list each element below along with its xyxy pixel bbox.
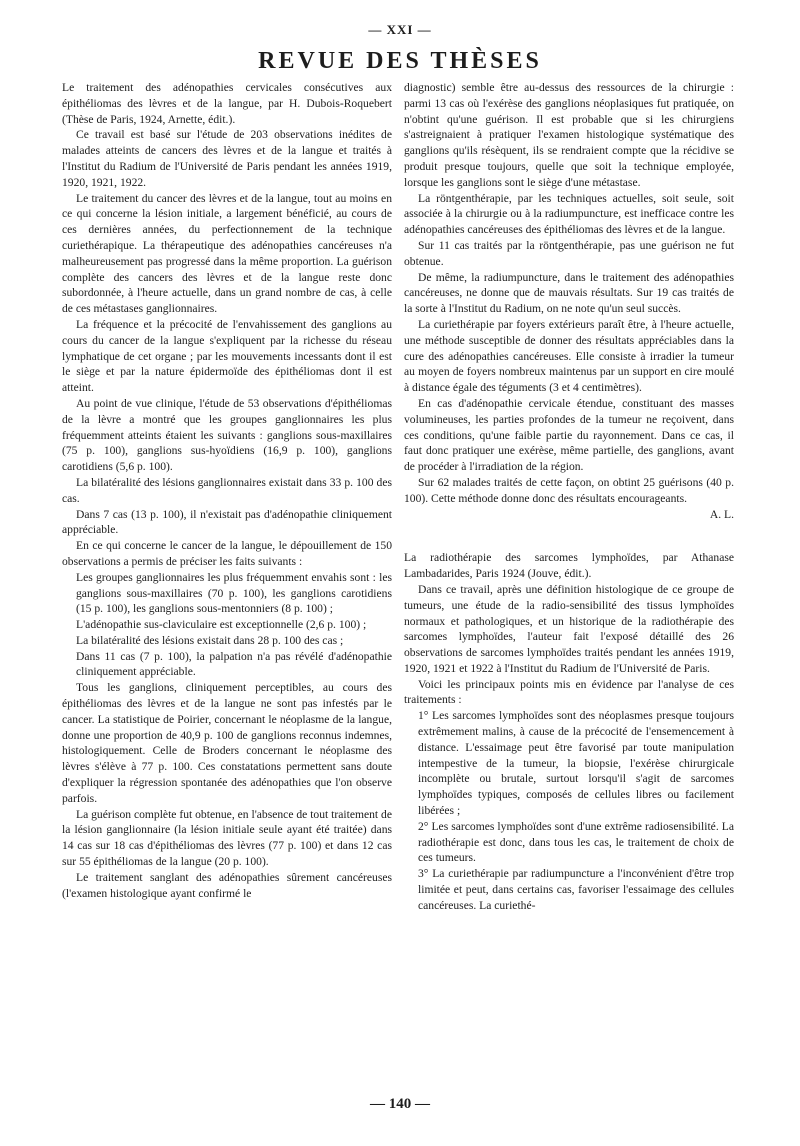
paragraph: La röntgenthérapie, par les techniques actuelles, soit seule, soit associée à la chirurgie ou à la radiumpuncture, est inefficace contre les adénopathies cancéreuses des épithéliomas des lèvres et de la langue. <box>404 191 734 237</box>
paragraph: 3° La curiethérapie par radiumpuncture a l'inconvénient d'être trop limitée et peut, dans certains cas, favoriser l'essaimage des cellules cancéreuses. La curiethé- <box>418 867 734 912</box>
paragraph: Dans 7 cas (13 p. 100), il n'existait pas d'adénopathie cliniquement appréciable. <box>62 507 392 537</box>
paragraph: Le traitement du cancer des lèvres et de la langue, tout au moins en ce qui concerne la lésion initiale, a largement bénéficié, au cours de ces dernières années, du perfectionnement de la technique curiethérapique. La thérapeutique des adénopathies cancéreuses n'a malheureusement pas progressé dans la même proportion. La guérison complète des cancers des lèvres et de la langue reste donc subordonnée, à l'heure actuelle, dans un grand nombre de cas, à celle de ces métastases ganglionnaires. <box>62 191 392 316</box>
article-heading: Le traitement des adénopathies cervicales consécutives aux épithéliomas des lèvres et de la langue, par H. Dubois-Roquebert (Thèse de Paris, 1924, Arnette, édit.). <box>62 81 392 126</box>
paragraph: Au point de vue clinique, l'étude de 53 observations d'épithéliomas de la lèvre a montré que les groupes ganglionnaires les plus fréquemment atteints étaient les suivants : ganglions sous-maxillaires (75 p. 100), ganglions sus-hyoïdiens (16,9 p. 100), ganglions carotidiens (5,6 p. 100). <box>62 396 392 474</box>
paragraph: Sur 11 cas traités par la röntgenthérapie, pas une guérison ne fut obtenue. <box>404 238 734 268</box>
paragraph: La bilatéralité des lésions ganglionnaires existait dans 33 p. 100 des cas. <box>62 475 392 505</box>
paragraph: Sur 62 malades traités de cette façon, on obtint 25 guérisons (40 p. 100). Cette méthode donne donc des résultats encourageants. <box>404 475 734 505</box>
page-title: REVUE DES THÈSES <box>258 48 542 74</box>
paragraph: Tous les ganglions, cliniquement perceptibles, au cours des épithéliomas des lèvres et de la langue ne sont pas infestés par le cancer. La statistique de Poirier, concernant le néoplasme de la langue, donne une proportion de 40,9 p. 100 de ganglions reconnus indemnes, histologiquement. Celle de Broders concernant le néoplasme des lèvres s'élève à 77 p. 100. Ces constatations permettent sans doute d'expliquer la régression spontanée des adénopathies que l'on observe parfois. <box>62 681 392 805</box>
paragraph: Voici les principaux points mis en évidence par l'analyse de ces traitements : <box>404 677 734 707</box>
paragraph: La fréquence et la précocité de l'envahissement des ganglions au cours du cancer de la langue s'expliquent par la richesse du réseau lymphatique de cet organe ; par les mouvements incessants dont il est le siège et par la nature épidermoïde des épithéliomas dont il est atteint. <box>62 317 392 395</box>
article-heading: La radiothérapie des sarcomes lymphoïdes, par Athanase Lambadarides, Paris 1924 (Jouve, édit.). <box>404 551 734 581</box>
article-heading: diagnostic) semble être au-dessus des ressources de la chirurgie : parmi 13 cas où l'exérèse des ganglions néoplasiques fut pratiquée, on n'obtint qu'une guérison. Il est probable que si les chirurgiens s'astreignaient à pratiquer l'examen histologique systématique des ganglions qu'ils résèquent, ils se rendraient compte que la récidive se produit presque toujours, quelle que soit la technique employée, lorsque les ganglions sont le siège d'une métastase. <box>404 81 734 189</box>
section-gap <box>404 522 734 550</box>
paragraph: En ce qui concerne le cancer de la langue, le dépouillement de 150 observations a permis de préciser les faits suivants : <box>62 539 392 568</box>
paragraph: La curiethérapie par foyers extérieurs paraît être, à l'heure actuelle, une méthode susceptible de donner des résultats appréciables dans la cure des adénopathies cancéreuses. Elle consiste à irradier la tumeur au moyen de foyers nombreux maintenus par un support en cire moulé à distance égale des téguments (3 et 4 centimètres). <box>404 317 734 395</box>
right-column <box>404 80 734 914</box>
paragraph: Ce travail est basé sur l'étude de 203 observations inédites de malades atteints de cancers des lèvres et de la langue et traités à l'Institut du Radium de l'Université de Paris pendant les années 1919, 1920, 1921, 1922. <box>62 128 392 189</box>
folio-header: — XXI — <box>368 22 432 37</box>
paragraph: La guérison complète fut obtenue, en l'absence de tout traitement de la lésion ganglionnaire (la lésion initiale seule ayant été traitée) dans 14 cas sur 18 cas d'épithéliomas des lèvres (77 p. 100) et dans 12 cas sur 55 épithéliomas de la langue (20 p. 100). <box>62 807 392 869</box>
paragraph: En cas d'adénopathie cervicale étendue, constituant des masses volumineuses, les parties profondes de la tumeur ne reçoivent, dans ces conditions, qu'une faible partie du rayonnement. Dans ce cas, il faut donc pratiquer une exérèse, même partielle, des ganglions, avant de procéder à l'irradiation de la région. <box>404 396 734 474</box>
paragraph: De même, la radiumpuncture, dans le traitement des adénopathies cancéreuses, ne donne que de mauvais résultats. Sur 19 cas traités de la sorte à l'Institut du Radium, on ne note qu'un seul succès. <box>404 270 734 316</box>
signature: A. L. <box>709 507 734 521</box>
paragraph: La bilatéralité des lésions existait dans 28 p. 100 des cas ; <box>76 633 344 647</box>
paragraph: Dans 11 cas (7 p. 100), la palpation n'a pas révélé d'adénopathie cliniquement appréciable. <box>76 649 392 679</box>
page-number: — 140 — <box>370 1096 430 1112</box>
paragraph: L'adénopathie sus-claviculaire est exceptionnelle (2,6 p. 100) ; <box>76 618 367 632</box>
paragraph: Le traitement sanglant des adénopathies sûrement cancéreuses (l'examen histologique ayant confirmé le <box>62 870 392 900</box>
left-column <box>62 80 392 901</box>
paragraph: 1° Les sarcomes lymphoïdes sont des néoplasmes presque toujours extrêmement malins, à cause de la précocité de l'ensemencement à distance. L'essaimage peut être favorisé par toute manipulation intempestive de la tumeur, la biopsie, l'exérèse chirurgicale incomplète ou brutale, surtout lorsqu'il s'agit de sarcomes lymphoïdes typiques, composés de cellules libres ou facilement libérées ; <box>418 709 734 818</box>
paragraph: 2° Les sarcomes lymphoïdes sont d'une extrême radiosensibilité. La radiothérapie est donc, dans tous les cas, le traitement de choix de ces tumeurs. <box>418 819 734 865</box>
paragraph: Les groupes ganglionnaires les plus fréquemment envahis sont : les ganglions sous-maxillaires (70 p. 100), les ganglions carotidiens (15 p. 100), les ganglions sous-mentonniers (8 p. 100) ; <box>76 570 392 616</box>
paragraph: Dans ce travail, après une définition histologique de ce groupe de tumeurs, une étude de la radio-sensibilité des tissus lymphoïdes normaux et pathologiques, et un historique de la radiothérapie des sarcomes lymphoïdes, l'auteur fait l'exposé détaillé des 26 observations de sarcomes lymphoïdes traités pendant les années 1919, 1920, 1921 et 1922 à l'Institut du Radium de l'Université de Paris. <box>404 582 734 675</box>
